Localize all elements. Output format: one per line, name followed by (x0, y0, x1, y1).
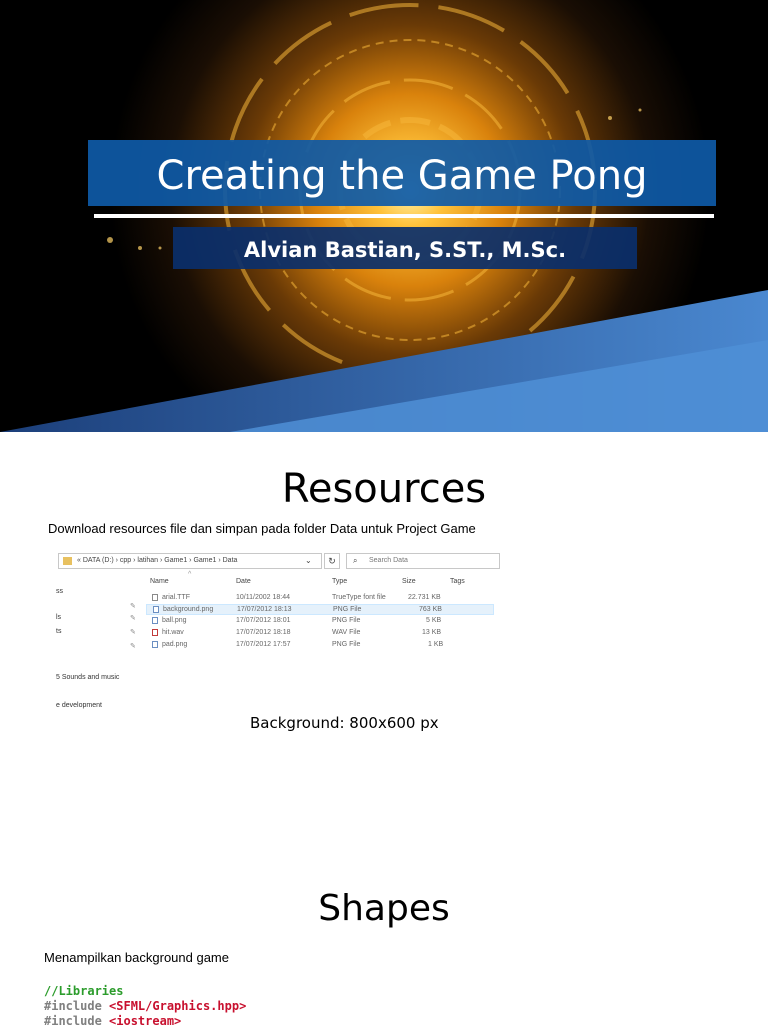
file-name: pad.png (162, 641, 188, 648)
pin-icon[interactable]: ✎ (130, 643, 136, 650)
image-file-icon (152, 617, 158, 624)
file-date: 10/11/2002 18:44 (236, 594, 290, 601)
nav-item[interactable]: 5 Sounds and music (56, 674, 120, 681)
author-name: Alvian Bastian, S.ST., M.Sc. (243, 238, 567, 262)
file-type: PNG File (332, 641, 361, 648)
image-file-icon (153, 606, 159, 613)
file-date: 17/07/2012 17:57 (236, 641, 291, 648)
file-name: ball.png (162, 617, 187, 624)
slide-description: Download resources file dan simpan pada folder Data untuk Project Game (48, 521, 476, 536)
file-row[interactable] (146, 616, 494, 627)
slide-title: Creating the Game Pong (156, 153, 648, 199)
file-type: WAV File (332, 629, 361, 636)
code-line (44, 999, 246, 1014)
file-row[interactable] (146, 640, 494, 651)
audio-file-icon (152, 629, 158, 636)
file-date: 17/07/2012 18:01 (236, 617, 291, 624)
file-size: 13 KB (422, 629, 442, 636)
code-directive: #include (44, 999, 102, 1013)
column-header-type[interactable]: Type (332, 578, 348, 585)
column-header-date[interactable]: Date (236, 578, 251, 585)
nav-item[interactable]: e development (56, 702, 102, 709)
column-header-tags[interactable]: Tags (450, 578, 465, 585)
nav-item[interactable]: ss (56, 588, 63, 595)
file-type: TrueType font file (332, 594, 386, 601)
file-row-selected[interactable] (146, 604, 494, 615)
shapes-slide (0, 864, 768, 1028)
nav-item[interactable]: ts (56, 628, 62, 635)
file-type: PNG File (333, 606, 362, 613)
title-divider (94, 214, 714, 218)
chevron-down-icon[interactable]: ⌄ (305, 556, 312, 565)
file-explorer-screenshot (56, 550, 500, 732)
file-row[interactable] (146, 593, 494, 604)
file-size: 763 KB (419, 606, 442, 613)
slide-heading: Shapes (318, 888, 450, 929)
file-name: background.png (163, 606, 214, 613)
file-size: 22.731 KB (408, 594, 441, 601)
navigation-pane (56, 574, 140, 732)
search-input[interactable] (346, 553, 500, 569)
title-slide (0, 0, 768, 432)
code-include-file: <SFML/Graphics.hpp> (109, 999, 247, 1013)
font-file-icon (152, 594, 158, 601)
code-line (44, 1014, 246, 1029)
code-comment: //Libraries (44, 984, 124, 998)
file-name: hit.wav (162, 629, 184, 636)
file-size: 1 KB (428, 641, 444, 648)
address-bar[interactable] (58, 553, 322, 569)
file-row[interactable] (146, 628, 494, 639)
column-header-size[interactable]: Size (402, 578, 416, 585)
address-path: « DATA (D:) › cpp › latihan › Game1 › Game1 › Data (77, 557, 238, 564)
file-type: PNG File (332, 617, 361, 624)
image-file-icon (152, 641, 158, 648)
code-include-file: <iostream> (109, 1014, 182, 1028)
search-icon: ⌕ (353, 556, 358, 565)
pin-icon[interactable]: ✎ (130, 629, 136, 636)
column-header-name[interactable]: Name (150, 578, 169, 585)
nav-item[interactable]: ls (56, 614, 62, 621)
sort-caret-icon: ^ (188, 571, 192, 578)
pin-icon[interactable]: ✎ (130, 603, 136, 610)
slide-heading: Resources (281, 466, 487, 512)
refresh-icon: ↻ (328, 556, 336, 566)
slide-description: Menampilkan background game (44, 950, 229, 965)
file-size: 5 KB (426, 617, 442, 624)
refresh-button[interactable] (324, 553, 340, 569)
resources-slide (0, 432, 768, 864)
file-name: arial.TTF (162, 594, 190, 601)
folder-icon (63, 557, 72, 565)
background-size-note: Background: 800x600 px (250, 714, 439, 732)
code-directive: #include (44, 1014, 102, 1028)
search-placeholder: Search Data (369, 557, 408, 564)
pin-icon[interactable]: ✎ (130, 615, 136, 622)
code-block (44, 984, 246, 1029)
file-date: 17/07/2012 18:13 (237, 606, 292, 613)
file-date: 17/07/2012 18:18 (236, 629, 291, 636)
